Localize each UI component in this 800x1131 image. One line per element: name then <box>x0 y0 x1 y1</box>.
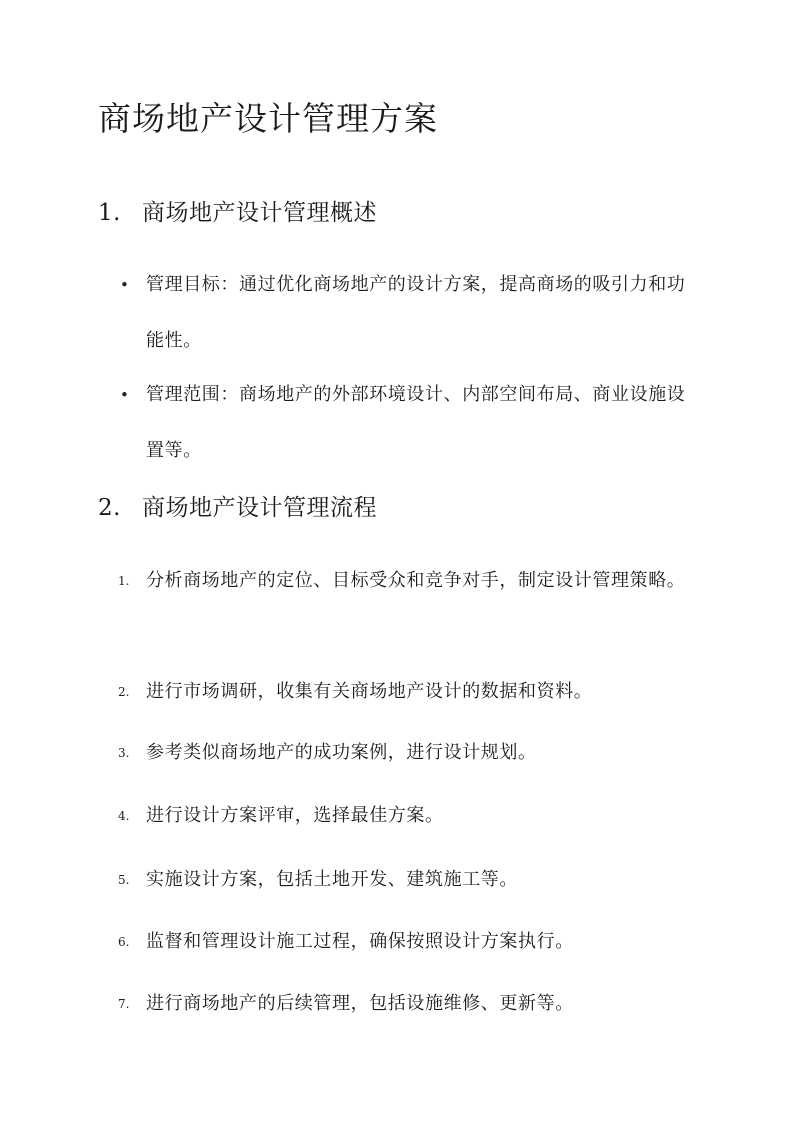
number-marker: 3. <box>118 746 130 760</box>
section-heading-overview <box>98 195 377 231</box>
number-marker: 5. <box>118 873 130 887</box>
number-marker: 4. <box>118 809 130 823</box>
list-item-text: 分析商场地产的定位、目标受众和竞争对手，制定设计管理策略。 <box>146 570 686 591</box>
section-title: 商场地产设计管理概述 <box>142 200 377 226</box>
list-item-text: 进行设计方案评审，选择最佳方案。 <box>146 805 444 826</box>
bullet-marker: • <box>120 386 129 404</box>
number-marker: 1. <box>118 574 130 588</box>
section-title: 商场地产设计管理流程 <box>142 495 377 521</box>
section-number: 2. <box>98 495 121 521</box>
bullet-marker: • <box>120 276 129 294</box>
list-item-text: 参考类似商场地产的成功案例，进行设计规划。 <box>146 742 537 763</box>
number-marker: 7. <box>118 997 130 1011</box>
list-item-text: 管理目标：通过优化商场地产的设计方案，提高商场的吸引力和功能性。 <box>146 274 686 351</box>
document-title: 商场地产设计管理方案 <box>98 99 438 138</box>
list-item-text: 管理范围：商场地产的外部环境设计、内部空间布局、商业设施设置等。 <box>146 384 686 461</box>
section-number: 1. <box>98 200 121 226</box>
list-item-text: 监督和管理设计施工过程，确保按照设计方案执行。 <box>146 931 574 952</box>
section-heading-process <box>98 490 377 526</box>
list-item-text: 进行商场地产的后续管理，包括设施维修、更新等。 <box>146 993 574 1014</box>
list-item-text: 实施设计方案，包括土地开发、建筑施工等。 <box>146 869 518 890</box>
list-item-text: 进行市场调研，收集有关商场地产设计的数据和资料。 <box>146 681 593 702</box>
number-marker: 2. <box>118 685 130 699</box>
number-marker: 6. <box>118 935 130 949</box>
